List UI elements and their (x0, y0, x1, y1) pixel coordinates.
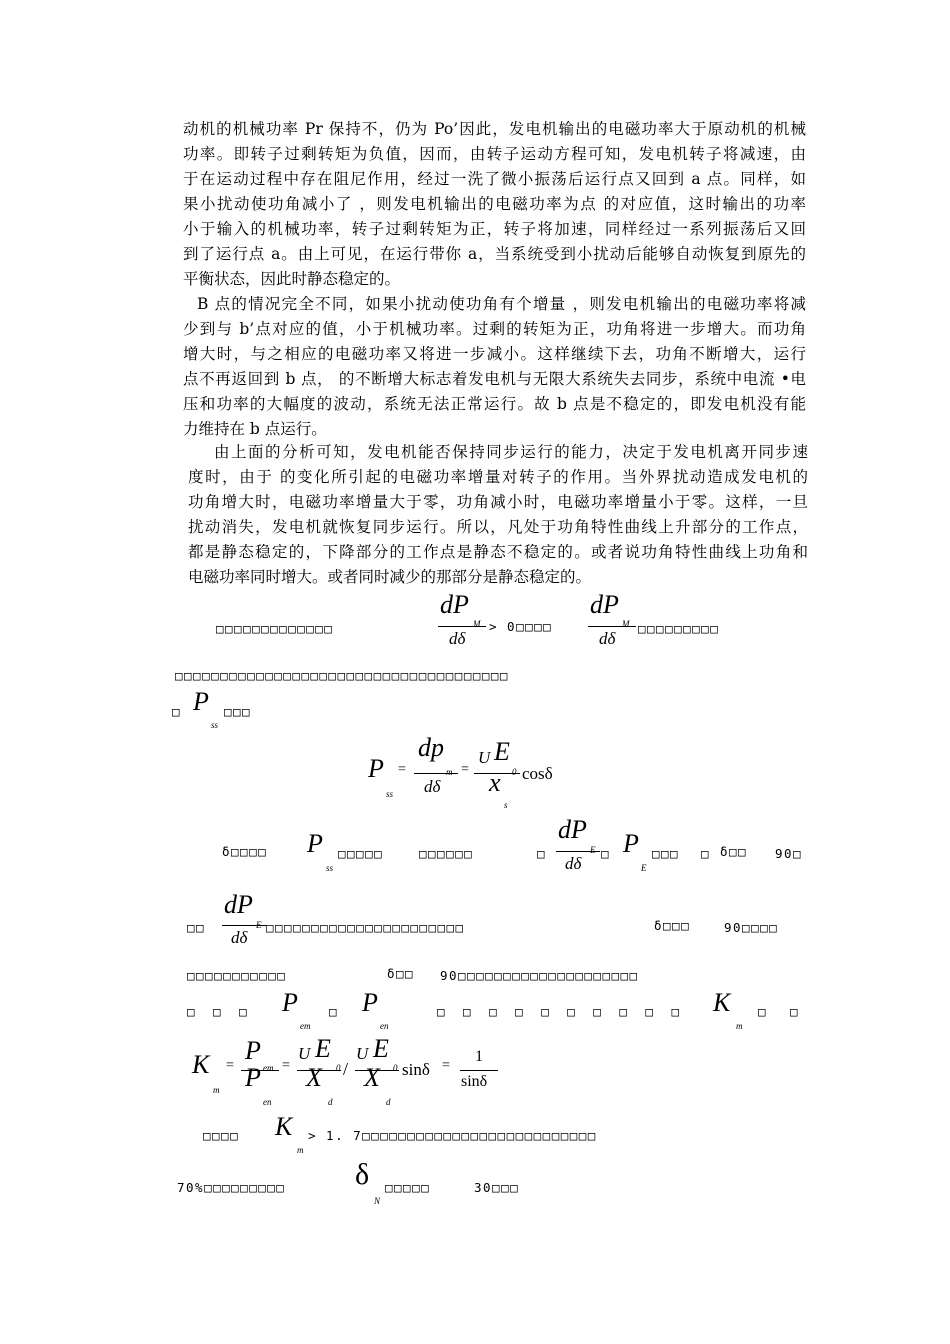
paragraph-1 (183, 117, 806, 292)
math-denominator: sinδ (461, 1073, 488, 1090)
math-symbol: X (306, 1063, 322, 1092)
math-symbol: P (245, 1036, 261, 1065)
math-subscript: M (473, 619, 481, 629)
garbled-text: 90□□□□□□□□□□□□□□□□□□□□ (440, 968, 639, 983)
math-symbol: X (364, 1063, 380, 1092)
garbled-text: > 1. 7□□□□□□□□□□□□□□□□□□□□□□□□□□ (308, 1128, 597, 1143)
math-subscript: E (590, 845, 596, 855)
math-subscript: ss (326, 863, 334, 873)
garbled-text: □□□□□□□□□□□□□□□□□□□□□□ (266, 920, 465, 935)
paragraph-2 (183, 292, 806, 442)
garbled-text: □□□□□□□□□□□□□□□□□□□□□□□□□□□□□□□□□□□□□ (175, 668, 509, 683)
math-symbol: K (713, 988, 731, 1017)
math-symbol: U (298, 1044, 311, 1063)
math-subscript: em (300, 1021, 311, 1031)
math-symbol: K (275, 1112, 293, 1141)
garbled-text: □□□□□ (385, 1180, 431, 1195)
math-subscript: s (504, 800, 508, 810)
math-denominator: dδ (599, 629, 616, 648)
math-symbol: U (356, 1044, 369, 1063)
garbled-text: □□□□□□□□□ (638, 621, 720, 636)
text-line: 动机的机械功率 Pr 保持不，仍为 Po’因此，发电机输出的电磁功率大于原动机的机械 (183, 120, 806, 138)
math-subscript: E (641, 863, 647, 873)
text-line: 于在运动过程中存在阻尼作用，经过一洗了微小振荡后运行点又回到 a 点。同样，如 (183, 170, 806, 188)
text-line: 小于输入的机械功率，转子过剩转矩为正，转子将加速，同样经过一系列振荡后又回 (183, 220, 806, 238)
garbled-text: □ □ (758, 1004, 800, 1019)
math-subscript: 0 (393, 1063, 398, 1073)
math-symbol: P (282, 988, 298, 1017)
garbled-text: □ (601, 846, 611, 861)
text-line: 果小扰动使功角减小了 ，则发电机输出的电磁功率为点 的对应值，这时输出的功率 (183, 195, 806, 213)
math-numerator: dP (558, 815, 587, 844)
text-line: 扰动消失，发电机就恢复同步运行。所以，凡处于功角特性曲线上升部分的工作点， (188, 518, 808, 536)
math-symbol: P (362, 988, 378, 1017)
garbled-text: 70%□□□□□□□□□ (177, 1180, 286, 1195)
math-subscript: en (263, 1097, 272, 1107)
math-symbol: P (623, 829, 639, 858)
text-line: 点不再返回到 b 点， 的不断增大标志着发电机与无限大系统失去同步，系统中电流 •电 (183, 370, 806, 388)
garbled-text: > 0□□□□ (489, 619, 553, 634)
garbled-text: □ (701, 846, 711, 861)
text-line: 功率。即转子过剩转矩为负值，因而，由转子运动方程可知，发电机转子将减速，由 (183, 145, 806, 163)
garbled-text: □ (329, 1004, 339, 1019)
math-symbol: E (315, 1034, 331, 1063)
math-function: sinδ (402, 1060, 430, 1079)
math-symbol: K (192, 1050, 210, 1079)
math-symbol: P (193, 687, 209, 716)
math-denominator: dδ (565, 854, 582, 873)
garbled-text: δ□□ (720, 844, 748, 859)
math-subscript: d (386, 1097, 391, 1107)
equals-sign: = (398, 762, 406, 777)
math-subscript: em (263, 1063, 274, 1073)
garbled-text: 90□□□□ (724, 920, 779, 935)
math-subscript: m (213, 1085, 220, 1095)
text-line: 增大时，与之相应的电磁功率又将进一步减小。这样继续下去，功角不断增大，运行 (183, 345, 806, 363)
text-line: 平衡状态，因此时静态稳定的。 (183, 270, 401, 288)
math-function: cosδ (522, 764, 553, 783)
math-symbol: P (368, 754, 384, 783)
garbled-text: □□□□ (203, 1128, 240, 1143)
slash: / (343, 1059, 349, 1079)
math-symbol: U (478, 748, 491, 767)
garbled-text: □ □ □ □ □ □ □ □ □ □ (437, 1004, 681, 1019)
garbled-text: δ□□□ (654, 918, 691, 933)
garbled-text: 30□□□ (474, 1180, 520, 1195)
garbled-text: δ□□ (387, 966, 415, 981)
text-line: 压和功率的大幅度的波动，系统无法正常运行。故 b 点是不稳定的，即发电机没有能 (183, 395, 806, 413)
text-line: B 点的情况完全不同，如果小扰动使功角有个增量 ，则发电机输出的电磁功率将减 (197, 295, 806, 313)
math-symbol: E (373, 1034, 389, 1063)
math-subscript: en (380, 1021, 389, 1031)
equals-sign: = (226, 1058, 234, 1073)
math-symbol: δ (355, 1158, 370, 1191)
math-symbol: x (489, 768, 501, 797)
garbled-text: □□ (187, 920, 206, 935)
text-line: 力维持在 b 点运行。 (183, 420, 327, 438)
equals-sign: = (461, 762, 469, 777)
math-subscript: E (256, 920, 262, 930)
math-symbol: E (494, 737, 510, 766)
math-subscript: m (736, 1021, 743, 1031)
math-numerator: 1 (475, 1048, 483, 1065)
garbled-text: □ (172, 704, 182, 719)
math-numerator: dP (590, 590, 619, 619)
text-line: 功角增大时，电磁功率增量大于零，功角减小时，电磁功率增量小于零。这样，一旦 (188, 493, 808, 511)
math-subscript: ss (211, 720, 219, 730)
equals-sign: = (442, 1058, 450, 1073)
fraction-bar (460, 1070, 498, 1071)
garbled-text: □□□□□□□□□□□ (187, 968, 287, 983)
text-line: 度时，由于 的变化所引起的电磁功率增量对转子的作用。当外界扰动造成发电机的 (188, 468, 808, 486)
text-line: 电磁功率同时增大。或者同时减少的那部分是静态稳定的。 (188, 568, 592, 586)
math-subscript: M (622, 619, 630, 629)
garbled-text: δ□□□□ (222, 844, 268, 859)
math-denominator: dδ (449, 629, 466, 648)
math-subscript: 0 (512, 767, 517, 777)
math-subscript: d (328, 1097, 333, 1107)
math-numerator: dP (440, 590, 469, 619)
math-subscript: m (446, 767, 453, 777)
garbled-text: □□□□□□ (419, 846, 474, 861)
math-symbol: P (307, 829, 323, 858)
garbled-text: □□□ (652, 846, 680, 861)
paragraph-3 (188, 440, 808, 590)
garbled-text: □□□□□ (338, 846, 384, 861)
garbled-text: 90□ (775, 846, 803, 861)
text-line: 由上面的分析可知，发电机能否保持同步运行的能力，决定于发电机离开同步速 (214, 443, 808, 461)
garbled-text: □ (537, 846, 547, 861)
math-denominator: dδ (424, 777, 441, 796)
math-numerator: dp (418, 733, 444, 762)
math-subscript: ss (386, 789, 394, 799)
math-subscript: 0 (336, 1063, 341, 1073)
text-line: 都是静态稳定的，下降部分的工作点是静态不稳定的。或者说功角特性曲线上功角和 (188, 543, 808, 561)
math-denominator: dδ (231, 928, 248, 947)
equals-sign: = (282, 1058, 290, 1073)
garbled-text: □□□□□□□□□□□□□ (216, 621, 334, 636)
math-numerator: dP (224, 890, 253, 919)
math-subscript: m (297, 1145, 304, 1155)
text-line: 少到与 b’点对应的值，小于机械功率。过剩的转矩为正，功角将进一步增大。而功角 (183, 320, 806, 338)
garbled-text: □□□ (224, 704, 252, 719)
text-line: 到了运行点 a。由上可见，在运行带你 a，当系统受到小扰动后能够自动恢复到原先的 (183, 245, 806, 263)
garbled-text: □ □ □ (187, 1004, 249, 1019)
math-subscript: N (374, 1196, 381, 1206)
math-symbol: P (245, 1063, 261, 1092)
